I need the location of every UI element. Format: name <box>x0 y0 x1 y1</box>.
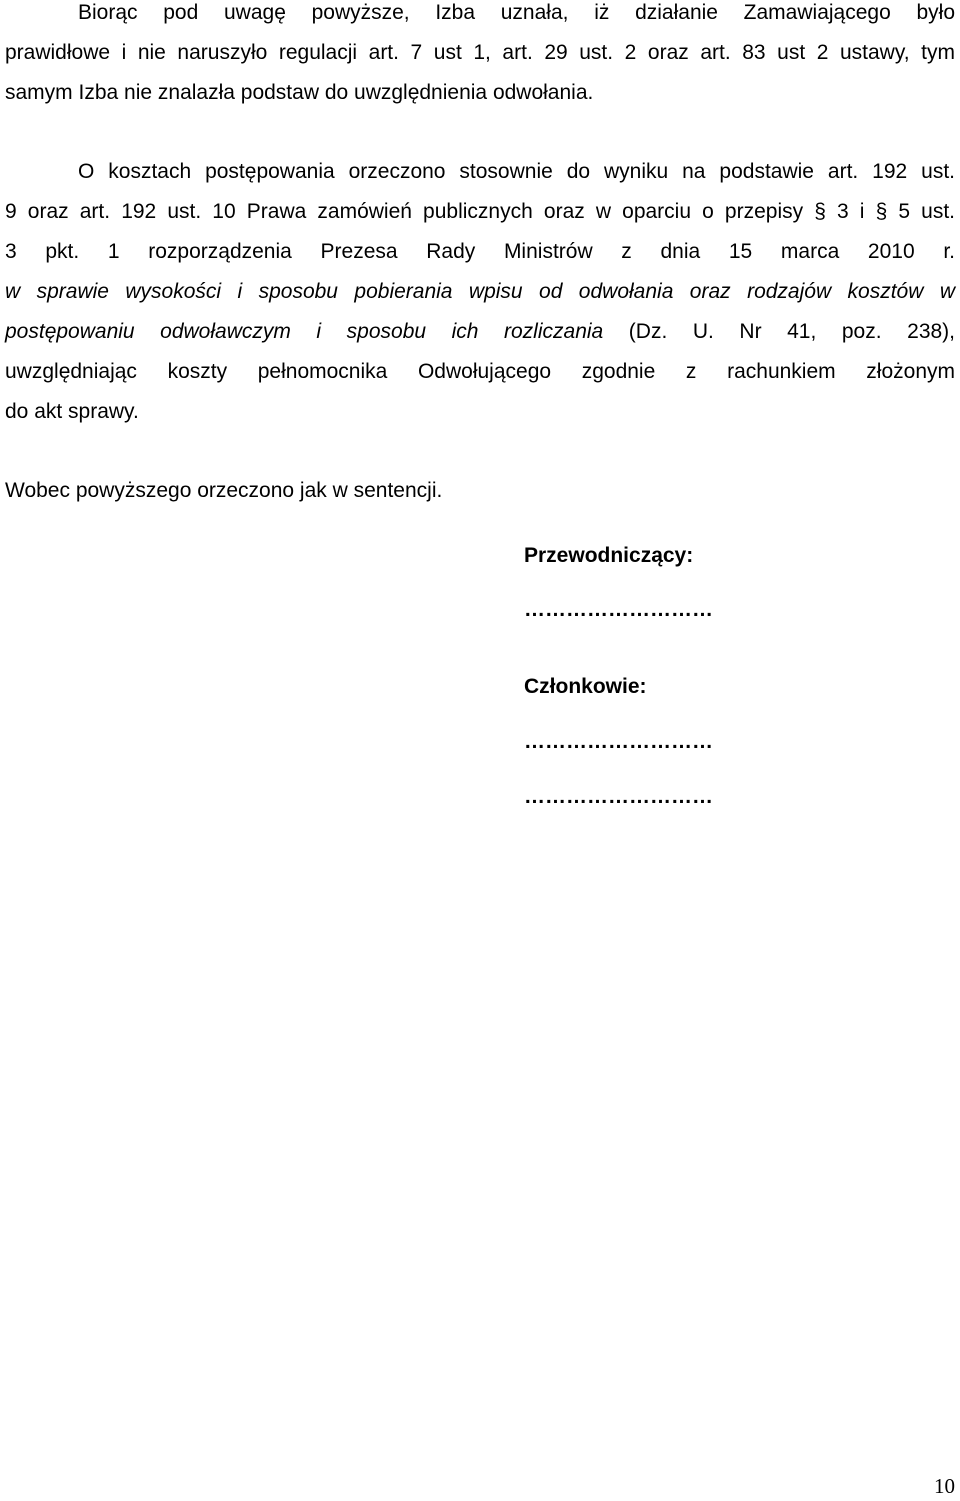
paragraph-line: prawidłowe i nie naruszyło regulacji art. 7 ust 1, art. 29 ust. 2 oraz art. 83 ust 2 ustawy, tym <box>5 41 955 64</box>
paragraph-closing <box>5 471 955 511</box>
regulation-title: postępowaniu odwoławczym i sposobu ich rozliczania <box>5 320 604 343</box>
paragraph-costs <box>5 152 955 432</box>
paragraph-line <box>5 312 955 352</box>
paragraph-line: Biorąc pod uwagę powyższe, Izba uznała, iż działanie Zamawiającego było <box>78 1 955 24</box>
paragraph-line: samym Izba nie znalazła podstaw do uwzględnienia odwołania. <box>5 81 594 104</box>
paragraph-line: uwzględniając koszty pełnomocnika Odwołującego zgodnie z rachunkiem złożonym <box>5 360 955 383</box>
paragraph-conclusion <box>5 0 955 113</box>
paragraph-line: 3 pkt. 1 rozporządzenia Prezesa Rady Ministrów z dnia 15 marca 2010 r. <box>5 240 955 263</box>
member-signature-line: ……………………… <box>524 785 713 808</box>
member-signature-line: ……………………… <box>524 730 713 753</box>
members-label: Członkowie: <box>524 675 647 698</box>
paragraph-line: do akt sprawy. <box>5 400 139 423</box>
journal-reference: (Dz. U. Nr 41, poz. 238), <box>603 320 955 343</box>
page-number: 10 <box>934 1474 955 1498</box>
paragraph-line: O kosztach postępowania orzeczono stosownie do wyniku na podstawie art. 192 ust. <box>78 160 955 183</box>
chair-signature-line: ……………………… <box>524 598 713 621</box>
paragraph-line: Wobec powyższego orzeczono jak w sentencji. <box>5 479 443 502</box>
paragraph-line: 9 oraz art. 192 ust. 10 Prawa zamówień publicznych oraz w oparciu o przepisy § 3 i § 5 ust. <box>5 200 955 223</box>
paragraph-line: w sprawie wysokości i sposobu pobierania wpisu od odwołania oraz rodzajów kosztów w <box>5 280 955 303</box>
chair-label: Przewodniczący: <box>524 544 694 567</box>
